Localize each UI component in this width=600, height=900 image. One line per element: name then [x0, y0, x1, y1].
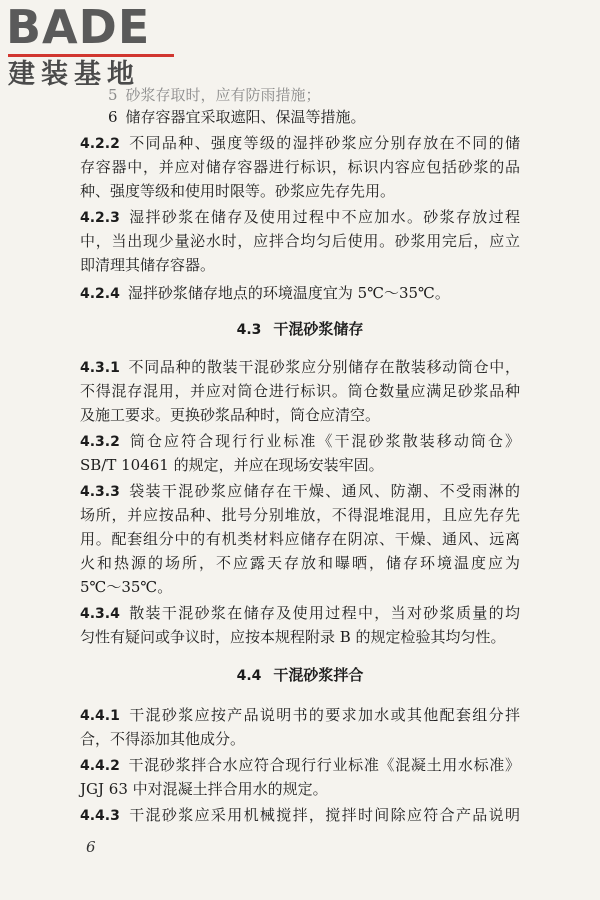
clause-number: 4.3.4 [80, 606, 120, 622]
clause-4-4-1: 4.4.1 干混砂浆应按产品说明书的要求加水或其他配套组分拌 [80, 706, 520, 724]
clause-line: 即清理其储存容器。 [80, 256, 216, 274]
clause-4-3-2: 4.3.2 筒仓应符合现行行业标准《干混砂浆散装移动筒仓》 [80, 432, 520, 450]
clause-4-3-3: 4.3.3 袋装干混砂浆应储存在干燥、通风、防潮、不受雨淋的 [80, 482, 520, 500]
clause-line: 火和热源的场所，不应露天存放和曝晒，储存环境温度应为 [80, 554, 520, 572]
clause-4-2-2: 4.2.2 不同品种、强度等级的湿拌砂浆应分别存放在不同的储 [80, 134, 520, 152]
clause-line: 存容器中，并应对储存容器进行标识，标识内容应包括砂浆的品 [80, 158, 520, 176]
clause-line: 场所，并应按品种、批号分别堆放，不得混堆混用，且应先存先 [80, 506, 520, 524]
clause-number: 4.2.3 [80, 210, 120, 226]
clause-number: 4.3.1 [80, 360, 120, 376]
clause-line: JGJ 63 中对混凝土拌合用水的规定。 [80, 780, 328, 798]
clause-line: 及施工要求。更换砂浆品种时，筒仓应清空。 [80, 406, 381, 424]
clause-number: 4.2.4 [80, 286, 120, 302]
clause-line: SB/T 10461 的规定，并应在现场安装牢固。 [80, 456, 384, 474]
clause-line: 合，不得添加其他成分。 [80, 730, 246, 748]
list-item: 5 砂浆存取时，应有防雨措施； [108, 86, 321, 104]
page-number: 6 [86, 838, 96, 856]
clause-number: 4.3.2 [80, 434, 120, 450]
clause-number: 4.4.1 [80, 708, 120, 724]
clause-number: 4.3.3 [80, 484, 120, 500]
clause-4-4-2: 4.4.2 干混砂浆拌合水应符合现行行业标准《混凝土用水标准》 [80, 756, 520, 774]
clause-number: 4.4.2 [80, 758, 120, 774]
clause-line: 5℃～35℃。 [80, 578, 173, 596]
clause-number: 4.4.3 [80, 808, 120, 824]
section-heading-4-4: 4.4 干混砂浆拌合 [236, 666, 364, 684]
section-heading-4-3: 4.3 干混砂浆储存 [236, 320, 364, 338]
clause-4-3-1: 4.3.1 不同品种的散装干混砂浆应分别储存在散装移动筒仓中， [80, 358, 520, 376]
clause-line: 匀性有疑问或争议时，应按本规程附录 B 的规定检验其均匀性。 [80, 628, 506, 646]
clause-number: 4.2.2 [80, 136, 120, 152]
clause-4-2-4: 4.2.4 湿拌砂浆储存地点的环境温度宜为 5℃～35℃。 [80, 284, 450, 302]
clause-4-3-4: 4.3.4 散装干混砂浆在储存及使用过程中，当对砂浆质量的均 [80, 604, 520, 622]
logo-brand: BADE [6, 0, 151, 54]
clause-line: 中，当出现少量泌水时，应拌合均匀后使用。砂浆用完后，应立 [80, 232, 520, 250]
clause-4-2-3: 4.2.3 湿拌砂浆在储存及使用过程中不应加水。砂浆存放过程 [80, 208, 520, 226]
clause-line: 用。配套组分中的有机类材料应储存在阴凉、干燥、通风、远离 [80, 530, 520, 548]
clause-line: 种、强度等级和使用时限等。砂浆应先存先用。 [80, 182, 396, 200]
logo-subtitle: 建装基地 [8, 59, 140, 90]
clause-4-4-3: 4.4.3 干混砂浆应采用机械搅拌，搅拌时间除应符合产品说明 [80, 806, 520, 824]
list-item: 6 储存容器宜采取遮阳、保温等措施。 [108, 108, 366, 126]
clause-line: 不得混存混用，并应对筒仓进行标识。筒仓数量应满足砂浆品种 [80, 382, 520, 400]
